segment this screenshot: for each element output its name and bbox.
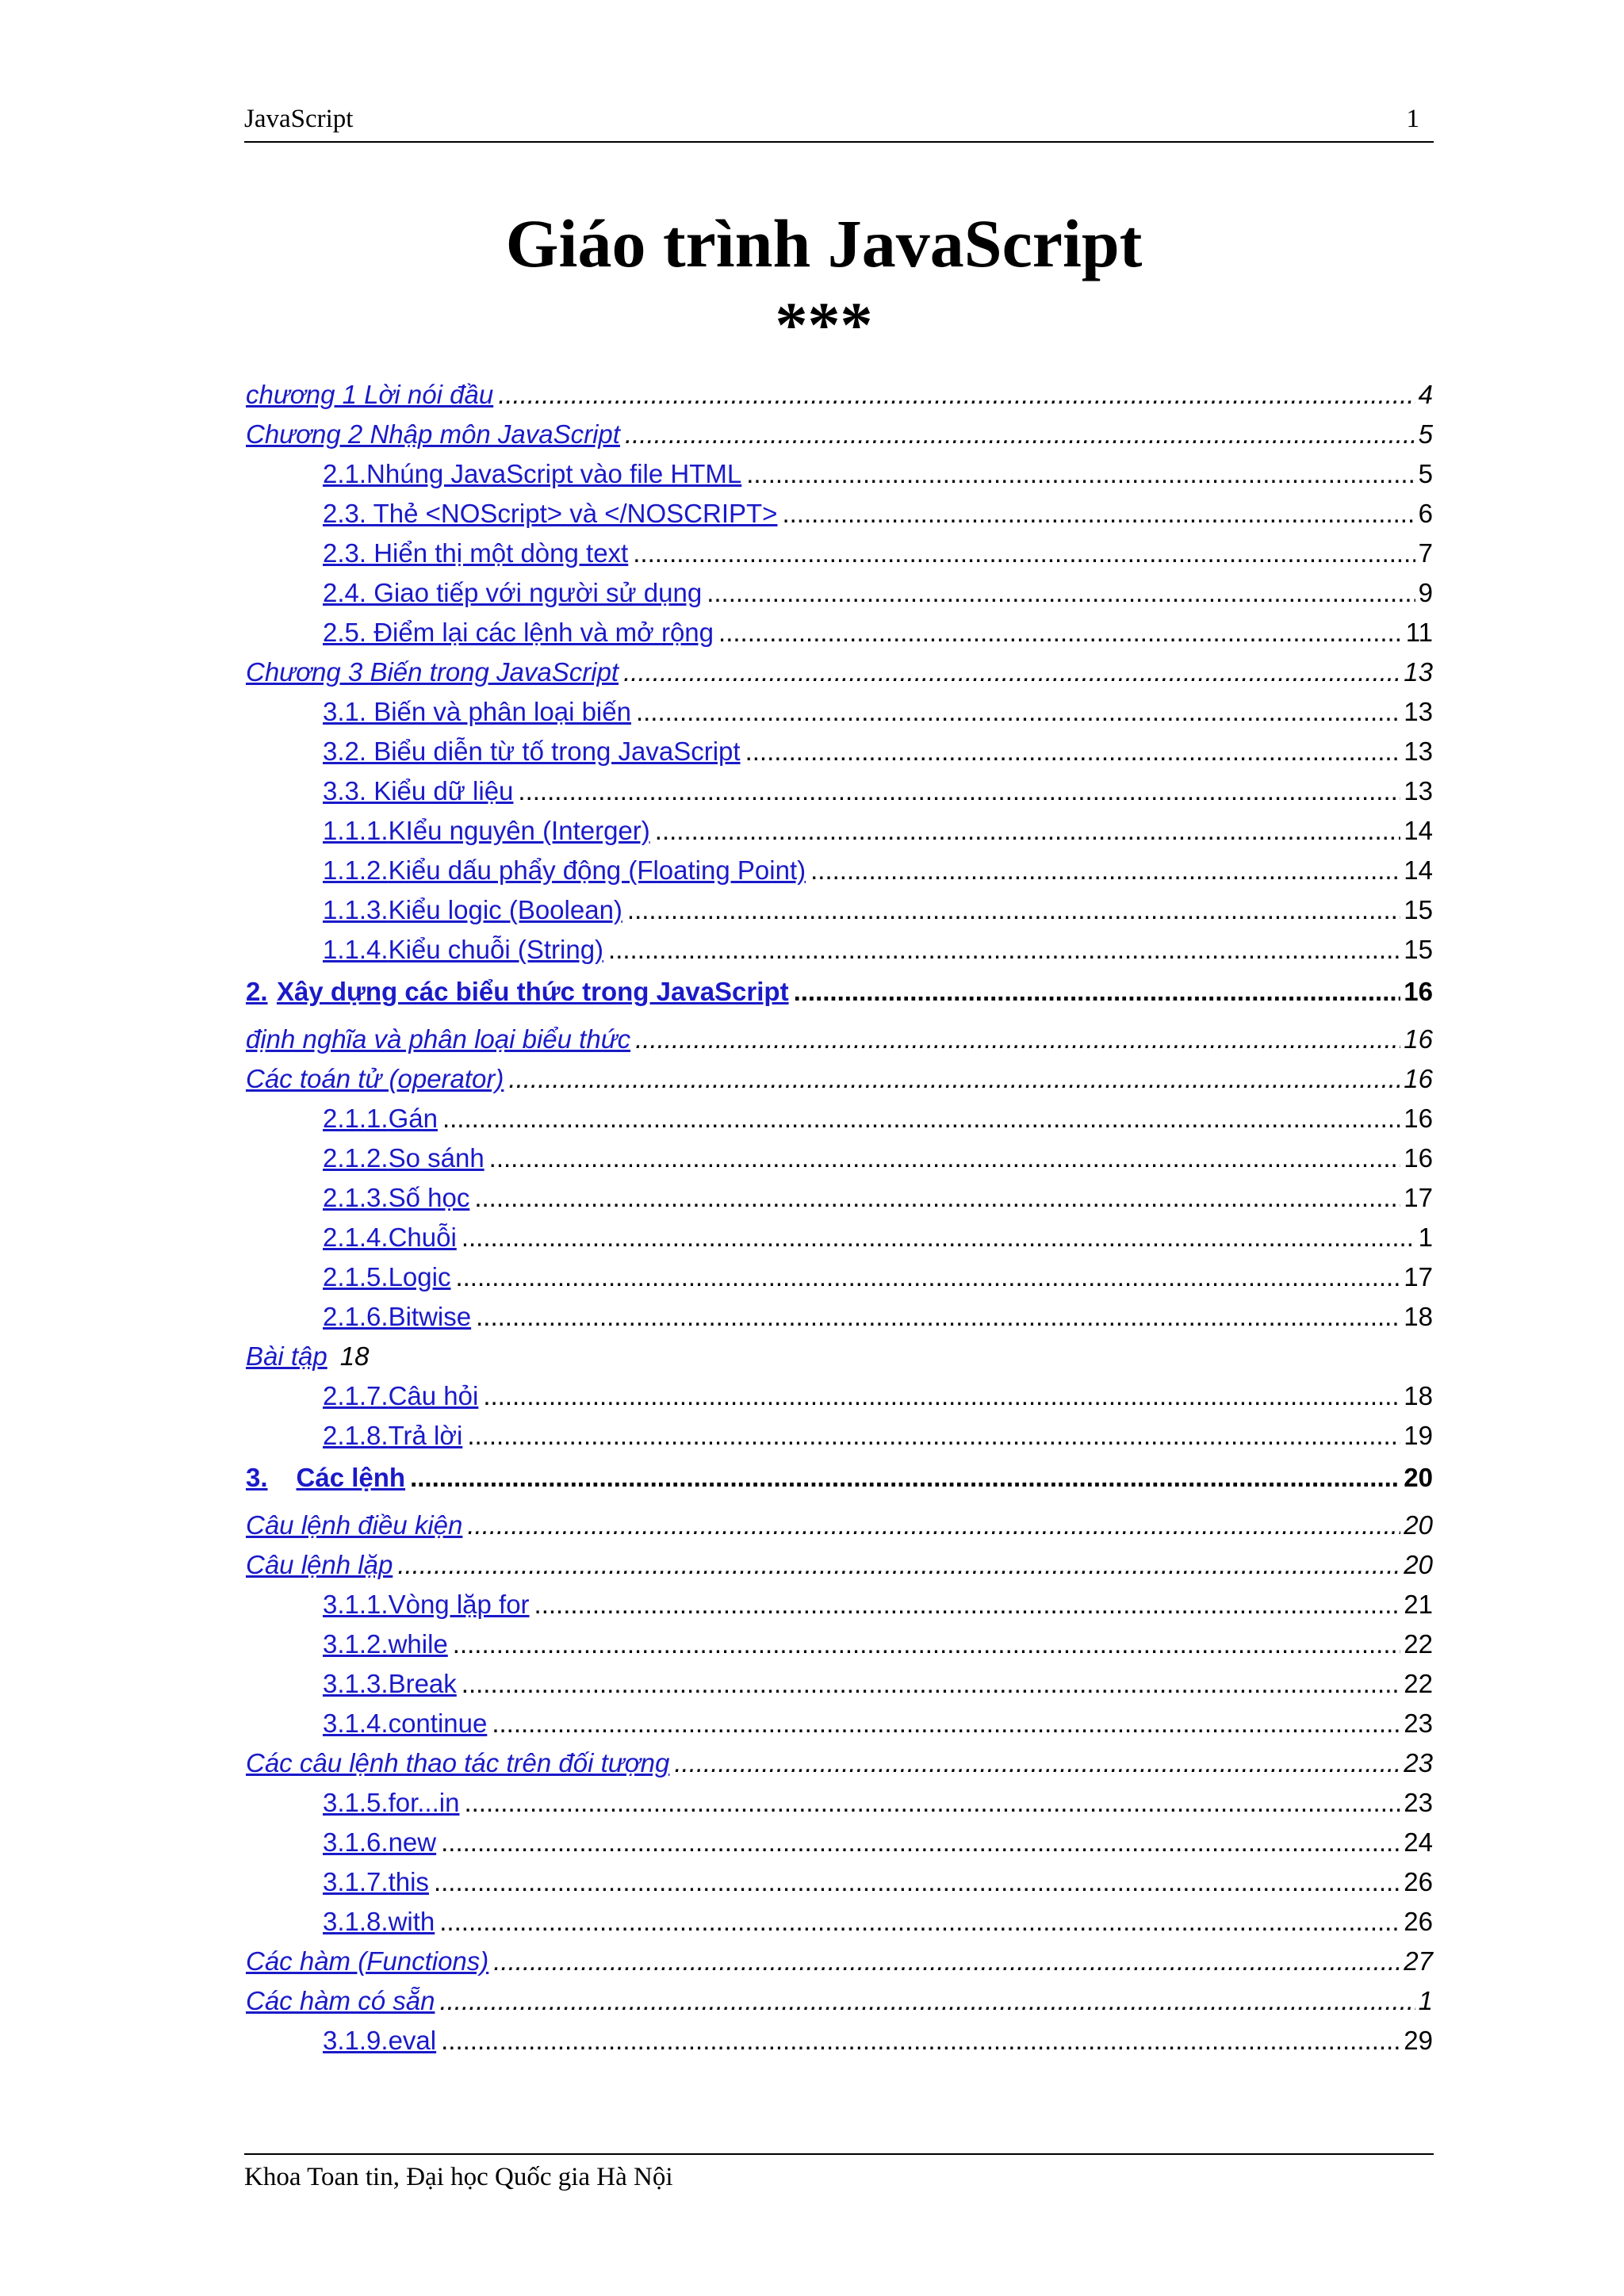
toc-entry-page: 22 — [1404, 1669, 1433, 1698]
toc-entry-number[interactable]: 2.1.7. — [323, 1381, 389, 1410]
toc-entry-page: 21 — [1404, 1590, 1433, 1619]
toc-entry[interactable] — [246, 1942, 1433, 1981]
toc-entry-title[interactable]: this — [388, 1867, 429, 1896]
dot-leader — [410, 1456, 1400, 1500]
toc-entry-number[interactable]: 2.1.5. — [323, 1262, 389, 1292]
toc-entry-page: 13 — [1404, 737, 1433, 766]
toc-entry-number[interactable]: 3.1.4. — [323, 1709, 389, 1738]
toc-entry[interactable] — [246, 613, 1433, 652]
dot-leader — [441, 1823, 1400, 1862]
toc-entry-page: 23 — [1404, 1788, 1433, 1817]
toc-entry-page: 1 — [1418, 1223, 1433, 1252]
dot-leader — [746, 454, 1415, 494]
toc-entry-page: 4 — [1418, 380, 1433, 409]
toc-entry-page: 24 — [1404, 1827, 1433, 1857]
dot-leader — [718, 613, 1403, 652]
dot-leader — [462, 1218, 1415, 1257]
dot-leader — [442, 1099, 1400, 1138]
toc-entry[interactable] — [246, 1337, 1433, 1376]
toc-entry-page: 14 — [1404, 816, 1433, 845]
dot-leader — [508, 1059, 1400, 1099]
dot-leader — [674, 1743, 1400, 1783]
dot-leader — [441, 2021, 1400, 2061]
dot-leader — [453, 1624, 1401, 1664]
dot-leader — [498, 375, 1415, 415]
dot-leader — [782, 494, 1415, 534]
toc-entry-title[interactable]: Câu hỏi — [388, 1381, 479, 1410]
toc-entry-page: 19 — [1404, 1421, 1433, 1450]
toc-entry-page: 16 — [1404, 977, 1433, 1006]
toc-entry-page: 13 — [1404, 697, 1433, 726]
toc-entry-page: 26 — [1404, 1867, 1433, 1896]
dot-leader — [625, 415, 1415, 454]
toc-entry-title[interactable]: for...in — [388, 1788, 460, 1817]
toc-entry[interactable] — [246, 1506, 1433, 1545]
toc-entry[interactable] — [246, 1664, 1433, 1704]
toc-entry-title[interactable]: Các hàm (Functions) — [246, 1946, 489, 1976]
toc-entry-number[interactable]: 3.1.5. — [323, 1788, 389, 1817]
dot-leader — [636, 692, 1400, 732]
toc-entry-title[interactable]: 2.3. Hiển thị một dòng text — [323, 538, 629, 568]
toc-entry-title[interactable]: 3.3. Kiểu dữ liệu — [323, 776, 514, 806]
toc-entry-title[interactable]: Kiểu dấu phẩy động (Floating Point) — [388, 855, 806, 885]
toc-entry-title[interactable]: Trả lời — [388, 1421, 463, 1450]
toc-entry-number[interactable]: 3.1.2. — [323, 1629, 389, 1659]
toc-entry[interactable] — [246, 890, 1433, 930]
dot-leader — [462, 1664, 1400, 1704]
page-header — [244, 101, 1434, 143]
toc-entry-title[interactable]: KIểu nguyên (Interger) — [388, 816, 650, 845]
toc-entry[interactable] — [246, 1704, 1433, 1743]
toc-entry-number[interactable]: 1.1.1. — [323, 816, 389, 845]
toc-entry-number[interactable]: 3.1.1. — [323, 1590, 389, 1619]
toc-entry-title[interactable]: Các hàm có sẵn — [246, 1986, 435, 2015]
toc-entry-number[interactable]: 1.1.3. — [323, 895, 389, 924]
dot-leader — [794, 970, 1401, 1014]
toc-entry-number[interactable]: 3.1.9. — [323, 2026, 389, 2055]
toc-entry-number[interactable]: 2.1.8. — [323, 1421, 389, 1450]
toc-entry-number[interactable]: 3.1.6. — [323, 1827, 389, 1857]
toc-entry-title[interactable]: Logic — [388, 1262, 451, 1292]
toc-entry-title[interactable]: Gán — [388, 1104, 438, 1133]
toc-entry[interactable] — [246, 1624, 1433, 1664]
toc-entry-title[interactable]: 2.3. Thẻ <NOScript> và </NOSCRIPT> — [323, 499, 778, 528]
toc-entry-page: 15 — [1404, 895, 1433, 924]
dot-leader — [493, 1942, 1400, 1981]
toc-entry[interactable] — [246, 1138, 1433, 1178]
toc-entry-page: 13 — [1404, 776, 1433, 806]
dot-leader — [474, 1178, 1400, 1218]
document-title: Giáo trình JavaScript — [505, 205, 1143, 281]
toc-entry-title[interactable]: Break — [388, 1669, 457, 1698]
dot-leader — [483, 1376, 1400, 1416]
toc-entry-page: 9 — [1418, 578, 1433, 607]
toc-entry[interactable] — [246, 1981, 1433, 2021]
toc-entry-page: 26 — [1404, 1907, 1433, 1936]
toc-entry-page: 18 — [339, 1341, 370, 1371]
toc-entry-title[interactable]: Kiểu chuỗi (String) — [388, 935, 604, 964]
toc-entry[interactable] — [246, 1902, 1433, 1942]
toc-entry-number[interactable]: 2.1.4. — [323, 1223, 389, 1252]
toc-entry-number[interactable]: 2.1.6. — [323, 1302, 389, 1331]
toc-entry-title[interactable]: Chương 3 Biến trong JavaScript — [246, 657, 619, 687]
toc-entry[interactable] — [246, 930, 1433, 970]
toc-entry-page: 23 — [1404, 1748, 1433, 1777]
toc-entry-page: 20 — [1404, 1463, 1433, 1492]
toc-entry-title[interactable]: 2.4. Giao tiếp với người sử dụng — [323, 578, 703, 607]
toc-entry[interactable] — [246, 454, 1433, 494]
toc-entry-page: 16 — [1404, 1104, 1433, 1133]
toc-entry-number[interactable]: 1.1.2. — [323, 855, 389, 885]
toc-entry-title[interactable]: 3.1. Biến và phân loại biến — [323, 697, 631, 726]
dot-leader — [467, 1506, 1400, 1545]
header-title: JavaScript — [244, 105, 354, 133]
dot-leader — [633, 534, 1415, 573]
toc-entry[interactable] — [246, 1099, 1433, 1138]
toc-entry-page: 23 — [1404, 1709, 1433, 1738]
toc-entry-number[interactable]: 2.1.2. — [323, 1143, 389, 1173]
toc-entry[interactable] — [246, 1456, 1433, 1506]
toc-entry-number[interactable]: 3. — [246, 1463, 268, 1492]
toc-entry-page: 16 — [1404, 1024, 1433, 1054]
toc-entry[interactable] — [246, 1743, 1433, 1783]
toc-entry-title[interactable]: Chương 2 Nhập môn JavaScript — [246, 419, 620, 449]
toc-entry[interactable] — [246, 534, 1433, 573]
dot-leader — [467, 1416, 1400, 1456]
toc-entry-title[interactable]: Vòng lặp for — [388, 1590, 530, 1619]
toc-entry[interactable] — [246, 1545, 1433, 1585]
toc-entry[interactable] — [246, 1297, 1433, 1337]
toc-entry-title[interactable]: continue — [388, 1709, 488, 1738]
toc-entry[interactable] — [246, 494, 1433, 534]
toc-entry[interactable] — [246, 1059, 1433, 1099]
toc-entry-title[interactable]: eval — [388, 2026, 437, 2055]
toc-entry-title[interactable]: 2.1.Nhúng JavaScript vào file HTML — [323, 459, 742, 488]
toc-entry-title[interactable]: Số học — [388, 1183, 470, 1212]
toc-entry[interactable] — [246, 375, 1433, 415]
toc-entry-title[interactable]: Chuỗi — [388, 1223, 457, 1252]
toc-entry-page: 5 — [1418, 419, 1433, 449]
dot-leader — [623, 652, 1400, 692]
toc-entry-page: 5 — [1418, 459, 1433, 488]
toc-entry-title[interactable]: Câu lệnh điều kiện — [246, 1510, 463, 1540]
toc-entry[interactable] — [246, 1376, 1433, 1416]
toc-entry-page: 17 — [1404, 1183, 1433, 1212]
dot-leader — [476, 1297, 1400, 1337]
toc-entry[interactable] — [246, 970, 1433, 1020]
toc-entry[interactable] — [246, 811, 1433, 851]
dot-leader — [439, 1981, 1415, 2021]
dot-leader — [455, 1257, 1400, 1297]
toc-entry-title[interactable]: Bài tập — [246, 1341, 327, 1371]
toc-entry-number[interactable]: 2.1.1. — [323, 1104, 389, 1133]
dot-leader — [439, 1902, 1400, 1942]
toc-entry-title[interactable]: So sánh — [388, 1143, 485, 1173]
toc-entry-page: 15 — [1404, 935, 1433, 964]
dot-leader — [397, 1545, 1400, 1585]
toc-entry[interactable] — [246, 652, 1433, 692]
toc-entry-title[interactable]: chương 1 Lời nói đầu — [246, 380, 494, 409]
page-footer: Khoa Toan tin, Đại học Quốc gia Hà Nội — [244, 2153, 1434, 2192]
dot-leader — [635, 1020, 1400, 1059]
dot-leader — [489, 1138, 1401, 1178]
dot-leader — [608, 930, 1400, 970]
toc-entry[interactable] — [246, 1823, 1433, 1862]
toc-entry-title[interactable]: Các lệnh — [296, 1463, 406, 1492]
toc-entry-title[interactable]: 3.2. Biểu diễn từ tố trong JavaScript — [323, 737, 741, 766]
toc-entry[interactable] — [246, 851, 1433, 890]
toc-entry-number[interactable]: 3.1.7. — [323, 1867, 389, 1896]
toc-entry[interactable] — [246, 1178, 1433, 1218]
toc-entry[interactable] — [246, 692, 1433, 732]
dot-leader — [627, 890, 1400, 930]
toc-entry-number[interactable]: 3.1.3. — [323, 1669, 389, 1698]
dot-leader — [534, 1585, 1401, 1624]
toc-entry[interactable] — [246, 732, 1433, 771]
table-of-contents — [246, 375, 1433, 2061]
dot-leader — [655, 811, 1401, 851]
toc-entry[interactable] — [246, 573, 1433, 613]
toc-entry-title[interactable]: Các toán tử (operator) — [246, 1064, 504, 1093]
toc-entry-page: 14 — [1404, 855, 1433, 885]
toc-entry[interactable] — [246, 771, 1433, 811]
toc-entry[interactable] — [246, 2021, 1433, 2061]
toc-entry[interactable] — [246, 415, 1433, 454]
toc-entry[interactable] — [246, 1862, 1433, 1902]
toc-entry-number[interactable]: 2. — [246, 977, 268, 1006]
toc-entry-page: 27 — [1404, 1946, 1433, 1976]
toc-entry-page: 16 — [1404, 1064, 1433, 1093]
toc-entry-title[interactable]: with — [388, 1907, 435, 1936]
toc-entry[interactable] — [246, 1783, 1433, 1823]
dot-leader — [434, 1862, 1400, 1902]
toc-entry-number[interactable]: 1.1.4. — [323, 935, 389, 964]
toc-entry-number[interactable]: 3.1.8. — [323, 1907, 389, 1936]
toc-entry-title[interactable]: new — [388, 1827, 437, 1857]
toc-entry[interactable] — [246, 1416, 1433, 1456]
dot-leader — [492, 1704, 1400, 1743]
toc-entry-title[interactable]: Câu lệnh lặp — [246, 1550, 393, 1579]
toc-entry-page: 18 — [1404, 1381, 1433, 1410]
toc-entry-page: 20 — [1404, 1510, 1433, 1540]
toc-entry[interactable] — [246, 1257, 1433, 1297]
toc-entry-title[interactable]: Các câu lệnh thao tác trên đối tượng — [246, 1748, 670, 1777]
dot-leader — [464, 1783, 1400, 1823]
toc-entry[interactable] — [246, 1218, 1433, 1257]
toc-entry-page: 6 — [1418, 499, 1433, 528]
dot-leader — [810, 851, 1400, 890]
toc-entry-page: 13 — [1404, 657, 1433, 687]
toc-entry[interactable] — [246, 1020, 1433, 1059]
dot-leader — [518, 771, 1400, 811]
toc-entry-title[interactable]: while — [388, 1629, 448, 1659]
toc-entry-title[interactable]: định nghĩa và phân loại biểu thức — [246, 1024, 631, 1054]
title-stars: *** — [775, 289, 873, 361]
toc-entry-page: 18 — [1404, 1302, 1433, 1331]
toc-entry-title[interactable]: Kiểu logic (Boolean) — [388, 895, 622, 924]
toc-entry-page: 1 — [1418, 1986, 1433, 2015]
toc-entry-page: 17 — [1404, 1262, 1433, 1292]
dot-leader — [745, 732, 1401, 771]
toc-entry-page: 7 — [1418, 538, 1433, 568]
toc-entry-number[interactable]: 2.1.3. — [323, 1183, 389, 1212]
toc-entry-page: 20 — [1404, 1550, 1433, 1579]
toc-entry-title[interactable]: Xây dựng các biểu thức trong JavaScript — [276, 977, 789, 1006]
toc-entry[interactable] — [246, 1585, 1433, 1624]
dot-leader — [707, 573, 1415, 613]
toc-entry-title[interactable]: Bitwise — [388, 1302, 472, 1331]
toc-entry-title[interactable]: 2.5. Điểm lại các lệnh và mở rộng — [323, 618, 714, 647]
toc-entry-page: 22 — [1404, 1629, 1433, 1659]
toc-entry-page: 11 — [1405, 618, 1433, 647]
toc-entry-page: 29 — [1404, 2026, 1433, 2055]
header-page-number: 1 — [1406, 105, 1419, 133]
toc-entry-page: 16 — [1404, 1143, 1433, 1173]
